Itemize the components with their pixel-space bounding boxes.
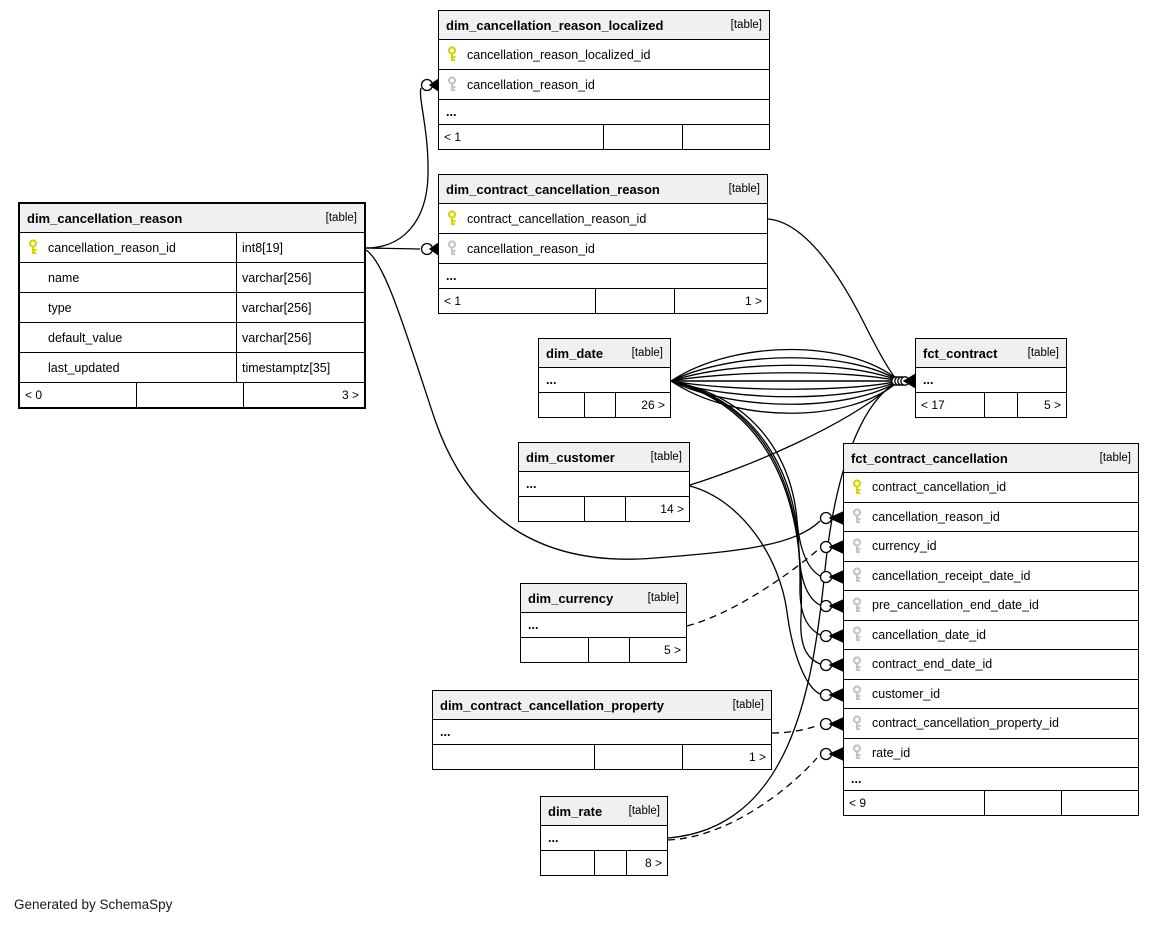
column-name: default_value — [48, 330, 123, 345]
collapsed-columns-indicator: ... — [541, 826, 667, 851]
table-title: fct_contract_cancellation — [851, 450, 1008, 466]
column-name: name — [48, 270, 80, 285]
footer-children: 14 > — [660, 502, 684, 516]
table-footer — [844, 791, 1138, 815]
table-title: fct_contract — [923, 345, 998, 361]
column-name: cancellation_date_id — [872, 627, 986, 642]
foreign-key-icon — [851, 744, 863, 761]
footer-parents: < 1 — [439, 125, 604, 149]
column-row — [20, 293, 364, 323]
column-name: customer_id — [872, 686, 941, 701]
column-name: contract_cancellation_reason_id — [467, 211, 647, 226]
footer-children: 26 > — [641, 398, 665, 412]
table-dim_cancellation_reason_localized — [438, 10, 770, 150]
table-header[interactable] — [20, 204, 364, 233]
table-header[interactable] — [541, 797, 667, 826]
table-footer — [20, 383, 364, 407]
collapsed-columns-indicator: ... — [433, 720, 771, 745]
table-badge: [table] — [647, 592, 679, 604]
column-row — [439, 40, 769, 70]
table-dim_currency — [520, 583, 687, 663]
foreign-key-icon — [851, 626, 863, 643]
collapsed-columns-indicator: ... — [916, 368, 1066, 393]
column-row — [844, 591, 1138, 621]
table-footer — [521, 638, 686, 662]
table-title: dim_customer — [526, 449, 615, 465]
table-dim_cancellation_reason — [18, 202, 366, 409]
footer-children: 3 > — [341, 388, 359, 402]
footer-parents — [539, 393, 585, 417]
column-row — [844, 680, 1138, 710]
table-title: dim_date — [546, 345, 604, 361]
footer-parents: < 1 — [439, 289, 596, 313]
table-footer — [916, 393, 1066, 417]
collapsed-columns-indicator: ... — [519, 472, 689, 497]
footer-parents — [541, 851, 595, 875]
footer-children — [683, 125, 769, 149]
table-dim_contract_cancellation_reason — [438, 174, 768, 314]
column-row — [439, 70, 769, 100]
column-name: currency_id — [872, 539, 937, 554]
footer-parents: < 17 — [916, 393, 985, 417]
column-type: int8[19] — [236, 233, 364, 262]
collapsed-columns-indicator: ... — [521, 613, 686, 638]
column-name: contract_end_date_id — [872, 657, 993, 672]
generator-credit: Generated by SchemaSpy — [14, 897, 173, 912]
primary-key-icon — [851, 479, 863, 496]
table-footer — [541, 851, 667, 875]
footer-children: 5 > — [663, 643, 681, 657]
table-header[interactable] — [519, 443, 689, 472]
footer-parents — [433, 745, 595, 769]
foreign-key-icon — [446, 240, 458, 257]
column-row — [844, 562, 1138, 592]
column-type: varchar[256] — [236, 293, 364, 322]
table-badge: [table] — [1027, 347, 1059, 359]
column-name: pre_cancellation_end_date_id — [872, 598, 1039, 613]
column-name: cancellation_reason_localized_id — [467, 47, 651, 62]
footer-children: 1 > — [748, 750, 766, 764]
table-fct_contract_cancellation — [843, 443, 1139, 816]
column-row — [844, 621, 1138, 651]
footer-parents: < 0 — [20, 383, 137, 407]
collapsed-columns-indicator: ... — [844, 768, 1138, 791]
column-row — [20, 353, 364, 383]
primary-key-icon — [27, 239, 39, 256]
column-type: varchar[256] — [236, 323, 364, 352]
table-footer — [439, 289, 767, 313]
foreign-key-icon — [851, 538, 863, 555]
column-type: varchar[256] — [236, 263, 364, 292]
column-row — [20, 233, 364, 263]
footer-parents: < 9 — [844, 791, 985, 815]
primary-key-icon — [446, 210, 458, 227]
table-title: dim_cancellation_reason — [27, 210, 183, 226]
table-header[interactable] — [439, 11, 769, 40]
table-badge: [table] — [325, 212, 357, 224]
column-row — [844, 739, 1138, 769]
table-title: dim_contract_cancellation_property — [440, 697, 664, 713]
table-badge: [table] — [728, 183, 760, 195]
table-badge: [table] — [631, 347, 663, 359]
column-name: contract_cancellation_property_id — [872, 716, 1059, 731]
footer-children: 8 > — [644, 856, 662, 870]
primary-key-icon — [446, 46, 458, 63]
column-row — [439, 234, 767, 264]
table-title: dim_rate — [548, 803, 603, 819]
table-title: dim_contract_cancellation_reason — [446, 181, 660, 197]
foreign-key-icon — [851, 656, 863, 673]
foreign-key-icon — [851, 508, 863, 525]
collapsed-columns-indicator: ... — [539, 368, 670, 393]
table-header[interactable] — [433, 691, 771, 720]
table-header[interactable] — [439, 175, 767, 204]
foreign-key-icon — [851, 567, 863, 584]
foreign-key-icon — [851, 715, 863, 732]
table-dim_contract_cancellation_property — [432, 690, 772, 770]
footer-parents — [519, 497, 585, 521]
column-name: cancellation_reason_id — [467, 77, 595, 92]
column-name: cancellation_reason_id — [48, 240, 176, 255]
column-row — [439, 204, 767, 234]
column-row — [844, 503, 1138, 533]
table-title: dim_cancellation_reason_localized — [446, 17, 664, 33]
table-footer — [433, 745, 771, 769]
column-name: rate_id — [872, 745, 911, 760]
column-name: type — [48, 300, 72, 315]
table-dim_rate — [540, 796, 668, 876]
footer-children — [1062, 791, 1138, 815]
collapsed-columns-indicator: ... — [439, 100, 769, 125]
column-name: cancellation_reason_id — [467, 241, 595, 256]
table-fct_contract — [915, 338, 1067, 418]
column-row — [844, 532, 1138, 562]
table-header[interactable] — [521, 584, 686, 613]
column-name: last_updated — [48, 360, 120, 375]
foreign-key-icon — [446, 76, 458, 93]
table-header[interactable] — [916, 339, 1066, 368]
table-badge: [table] — [628, 805, 660, 817]
table-header[interactable] — [539, 339, 670, 368]
table-footer — [439, 125, 769, 149]
table-title: dim_currency — [528, 590, 614, 606]
column-row — [844, 709, 1138, 739]
collapsed-columns-indicator: ... — [439, 264, 767, 289]
foreign-key-icon — [851, 597, 863, 614]
column-row — [20, 323, 364, 353]
column-name: cancellation_reason_id — [872, 509, 1000, 524]
table-badge: [table] — [732, 699, 764, 711]
table-badge: [table] — [1099, 452, 1131, 464]
footer-children: 1 > — [744, 294, 762, 308]
table-badge: [table] — [730, 19, 762, 31]
footer-parents — [521, 638, 589, 662]
table-header[interactable] — [844, 444, 1138, 473]
table-badge: [table] — [650, 451, 682, 463]
column-row — [20, 263, 364, 293]
table-footer — [519, 497, 689, 521]
table-dim_date — [538, 338, 671, 418]
column-name: contract_cancellation_id — [872, 480, 1007, 495]
footer-children: 5 > — [1043, 398, 1061, 412]
column-row — [844, 473, 1138, 503]
column-name: cancellation_receipt_date_id — [872, 568, 1031, 583]
foreign-key-icon — [851, 685, 863, 702]
column-row — [844, 650, 1138, 680]
column-type: timestamptz[35] — [236, 353, 364, 382]
table-footer — [539, 393, 670, 417]
table-dim_customer — [518, 442, 690, 522]
